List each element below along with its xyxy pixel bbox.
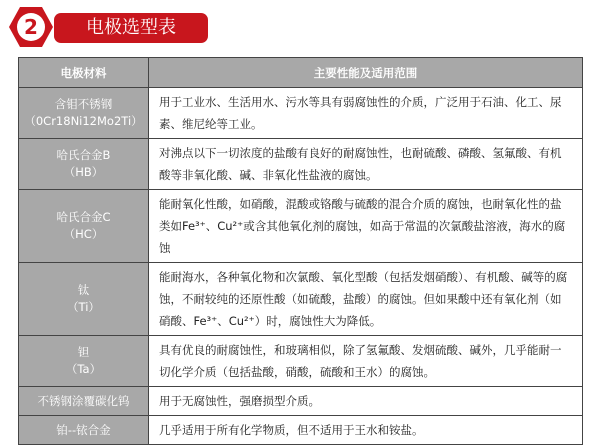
- table-row: [19, 88, 583, 139]
- table-row: [19, 336, 583, 387]
- badge-number: 2: [24, 15, 38, 39]
- table-row: [19, 263, 583, 336]
- material-name: 钽: [77, 345, 90, 359]
- table-row: [19, 139, 583, 190]
- hexagon-number-badge: [8, 6, 54, 48]
- material-code: （Ti）: [67, 300, 100, 314]
- table-row: [19, 387, 583, 416]
- table-row: [19, 416, 583, 445]
- description-cell: 用于无腐蚀性，强磨损型介质。: [149, 387, 583, 416]
- description-cell: 用于工业水、生活用水、污水等具有弱腐蚀性的介质，广泛用于石油、化工、尿素、维尼纶等工业。: [149, 88, 583, 139]
- material-name: 哈氏合金B: [56, 148, 111, 162]
- description-cell: 能耐氧化性酸，如硝酸，混酸或铬酸与硫酸的混合介质的腐蚀，也耐氧化性的盐类如Fe³⁺、Cu²⁺或含其他氧化剂的腐蚀，如高于常温的次氯酸盐溶液，海水的腐蚀: [149, 190, 583, 263]
- electrode-selection-table: [18, 57, 583, 445]
- column-header-performance: 主要性能及适用范围: [149, 58, 583, 88]
- material-name: 钛: [77, 283, 90, 297]
- material-name: 哈氏合金C: [56, 210, 111, 224]
- description-cell: 能耐海水，各种氧化物和次氯酸、氧化型酸（包括发烟硝酸）、有机酸、碱等的腐蚀，不耐较纯的还原性酸（如硫酸，盐酸）的腐蚀。但如果酸中还有氧化剂（如硝酸、Fe³⁺、Cu²⁺）时，腐蚀性大为降低。: [149, 263, 583, 336]
- material-cell: [19, 387, 149, 416]
- material-name: 含钼不锈钢: [54, 97, 113, 111]
- description-cell: 具有优良的耐腐蚀性，和玻璃相似，除了氢氟酸、发烟硫酸、碱外，几乎能耐一切化学介质（包括盐酸，硝酸，硫酸和王水）的腐蚀。: [149, 336, 583, 387]
- material-code: （Ta）: [65, 362, 102, 376]
- material-cell: [19, 139, 149, 190]
- material-cell: [19, 190, 149, 263]
- page-title: 电极选型表: [54, 13, 208, 43]
- material-cell: [19, 88, 149, 139]
- material-cell: [19, 416, 149, 445]
- material-cell: [19, 336, 149, 387]
- material-name: 铂--铱合金: [56, 422, 111, 437]
- material-code: （0Cr18Ni12Mo2Ti）: [24, 114, 143, 128]
- description-cell: 对沸点以下一切浓度的盐酸有良好的耐腐蚀性，也耐硫酸、磷酸、氢氟酸、有机酸等非氧化酸、碱、非氧化性盐液的腐蚀。: [149, 139, 583, 190]
- column-header-material: 电极材料: [19, 58, 149, 88]
- material-code: （HB）: [63, 165, 104, 179]
- description-cell: 几乎适用于所有化学物质，但不适用于王水和铵盐。: [149, 416, 583, 445]
- table-header-row: [19, 58, 583, 88]
- material-cell: [19, 263, 149, 336]
- material-name: 不锈钢涂覆碳化钨: [37, 393, 130, 408]
- material-code: （HC）: [63, 227, 104, 241]
- table-row: [19, 190, 583, 263]
